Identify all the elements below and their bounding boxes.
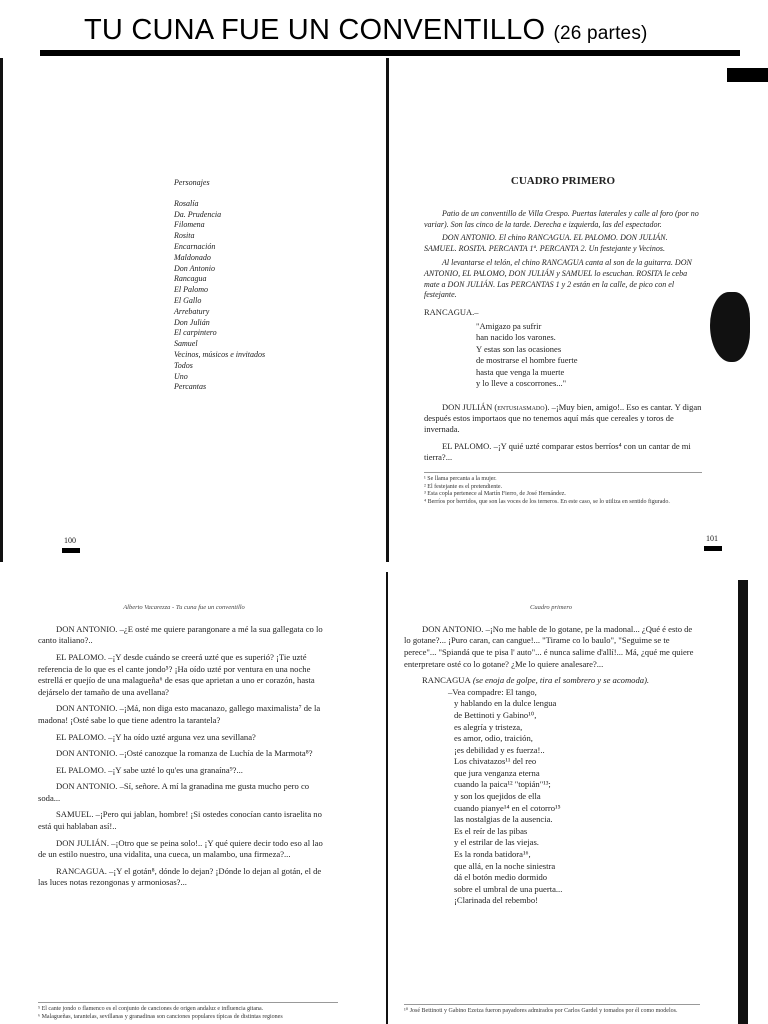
verse-line: ¡es debilidad y es fuerza!.. [454,744,545,755]
stage-direction: Al levantarse el telón, el chino RANCAGUA canta al son de la guitarra. DON ANTONIO, EL PALOMO, DON JULIÁN y SAMUEL lo escuchan. ROSITA le ceba mate a DON JULIÁN. Las PERCANTAS 1 y 2 están en la calle, de pico con el festejante. [424,258,692,300]
character-item: Vecinos, músicos e invitados [174,349,266,359]
character-item: Arrebatury [174,306,210,316]
dialogue [38,652,330,698]
page-101 [424,174,702,507]
page-103 [404,604,698,907]
footnote: ⁶ Malagueñas, tarantelas, sevillanas y granadinas son canciones populares típicas de distintas regiones [38,1013,283,1020]
character-item: Samuel [174,339,198,349]
character-item: El Gallo [174,295,202,305]
character-item: Uno [174,371,188,381]
dialogue [404,624,698,670]
page-marker [62,548,80,553]
speaker-name: RANCAGUA.– [424,307,479,318]
verse-line: ¡Clarinada del rebembo! [454,895,538,906]
footnotes [38,1002,338,1022]
dialogue [38,624,330,647]
verse-line: cuando pianye¹⁴ en el cotorro¹⁵ [454,802,561,813]
speech-text: –¡No me hable de lo gotane, pe la madonal... ¿Qué é esto de lo gotane?... ¡Puro caran, can cangue!... "Tirame co lo baulo", "Seguime se te perece"... "Spiandá que te pisa l' auto"... é nunca salime d'allí!... Má, ¿qué me quiere enterpretare osté co lo gotane? ¿Me lo quiere analesare?... [404,623,694,669]
characters-list [174,178,314,393]
page-number: 100 [64,536,76,545]
verse-line: sobre el umbral de una puerta... [454,883,563,894]
verse-line: Es la ronda batidora¹⁶, [454,849,531,860]
footnote: ¹⁰ José Bettinoti y Gabino Ezeiza fueron payadores admirados por Carlos Gardel y tomados por él como modelos. [404,1004,700,1016]
character-item: Don Antonio [174,263,215,273]
page-102 [38,604,330,894]
verse-line: hasta que venga la muerte [476,366,565,377]
footnote: ⁴ Berríos por berridos, que son las voces de los terneros. En este caso, se lo utiliza en sentido figurado. [424,499,670,506]
verse-line: las nostalgias de la ausencia. [454,814,553,825]
page-number: 101 [706,534,718,543]
speech-text: –Sí, señore. A mí la granadina me gusta mucho pero co soda... [38,781,310,803]
verse-line: Los chivatazos¹¹ del reo [454,756,537,767]
speech-text: –¿E osté me quiere parangonare a mé la sua gallegata co lo canto italiano?.. [38,623,323,646]
verse-line: Y estas son las ocasiones [476,343,562,354]
verse-line: es amor, odio, traición, [454,733,533,744]
speech-text: –¡Má, non diga esto macanazo, gallego maximalista⁷ de la madona! ¡Osté sabe lo que tiene adentro la tarantela? [38,703,321,725]
verse-line: es alegría y tristeza, [454,721,523,732]
character-item: Maldonado [174,252,211,262]
speaker-name: EL PALOMO. [56,651,106,662]
verse-line: "Amigazo pa sufrir [476,320,542,331]
spine-divider [386,58,389,562]
scan-shadow [710,292,750,362]
spine-divider [386,572,388,1024]
dialogue [38,748,330,760]
speaker-name: DON JULIÁN. [56,837,109,848]
character-item: Todos [174,360,193,370]
characters-heading: Personajes [174,178,210,187]
verse-line: cuando la paica¹² "topián"¹³; [454,779,551,790]
speaker-name: RANCAGUA. [56,865,107,876]
scan-left-edge [0,58,3,562]
verse-line: de mostrarse el hombre fuerte [476,355,578,366]
verse-line: –Vea compadre: El tango, [448,686,537,697]
speech-text: –¡Y ha oído uzté arguna vez una sevillana? [108,731,256,742]
speaker-name: RANCAGUA [422,675,471,686]
subtitle-text: (26 partes) [553,23,648,44]
song-verse [476,321,702,390]
speech-text: –¡Otro que se peina solo!.. ¡Y qué quiere decir todo eso al lao de un estilo nuestro, una vidalita, una cueca, un malambo, una firmeza?... [38,837,323,860]
corner-bar-right [727,68,768,82]
speaker-name: DON JULIÁN (entusiasmado). [442,401,550,412]
speaker-name: DON ANTONIO. [56,623,118,634]
speech-text: –¡Y desde cuándo se creerá uzté que es superió? ¡Tie uzté referencia de lo que es el cante jondo⁵? ¡Ha oído uzté por ventura en una noche estrellá er quejío de una malagueña⁶ de esas que aprietan a uno er corazón, hasta dejárselo der tamaño de una avellana? [38,651,315,697]
footnote: ³ Esta copla pertenece al Martín Fierro, de José Hernández. [424,491,566,498]
verse-line: de Bettinoti y Gabino¹⁰, [454,709,537,720]
character-item: Encarnación [174,241,216,251]
verse-line: y hablando en la dulce lengua [454,698,557,709]
scene-title: CUADRO PRIMERO [510,175,616,187]
character-item: Rosita [174,231,195,241]
speech-text: –¡Y quié uzté comparar estos berríos⁴ con un cantar de mi tierra?... [424,440,691,463]
dialogue [424,402,702,436]
character-item: Percantas [174,382,207,392]
scan-top [0,58,768,562]
speaker-name: DON ANTONIO. [56,748,118,759]
footnotes [424,472,702,507]
footnote: ¹ Se llama percanta a la mujer. [424,475,497,482]
speech-text: –¡Y el gotán⁸, dónde lo dejan? ¡Dónde lo dejan al gotán, el de las luces notas rezongonas y armoniosas?... [38,865,322,888]
speaker-name: DON ANTONIO. [56,703,118,714]
speech-text: –¡Pero qui jablan, hombre! ¡Si ostedes conocían canto israelita no está qui hablaban así!.. [38,809,322,832]
stage-direction: Patio de un conventillo de Villa Crespo. Puertas laterales y calle al foro (por no variar). Son las cinco de la tarde. Derecha e izquierda, las del espectador. [424,208,699,229]
scan-right-edge [738,580,748,1024]
verse-line: que allá, en la noche siniestra [454,860,556,871]
speaker-name: DON ANTONIO. [56,781,118,792]
speech-text: –¡Osté canozque la romanza de Luchía de la Marmota⁸? [119,748,313,759]
speech-text: –¡Y sabe uzté lo qu'es una granaína⁹?... [108,764,243,775]
dialogue [38,838,330,861]
speech-text: –¡Muy bien, amigo!.. Eso es cantar. Y digan después estos importaos que no tenemos aquí más que cereales y toros de invernada. [424,401,702,435]
dialogue [38,703,330,726]
dialogue [38,866,330,889]
header-rule [40,50,740,56]
scan-bottom [0,572,768,1024]
verse-line: y el estrilar de las viejas. [454,837,539,848]
character-item: Da. Prudencia [174,209,222,219]
character-item: El Palomo [174,285,208,295]
dialogue [38,765,330,777]
verse-line: dá el botón medio dormido [454,872,548,883]
speaker-name: SAMUEL. [56,809,94,820]
verse-line: Es el reír de las pibas [454,825,528,836]
speaker-name: EL PALOMO. [442,440,492,451]
title-text: TU CUNA FUE UN CONVENTILLO [84,14,546,46]
dialogue [38,732,330,744]
character-item: Don Julián [174,317,210,327]
footnote: ⁵ El cante jondo o flamenco es el conjunto de canciones de origen andaluz e influencia gitana. [38,1006,264,1012]
dialogue [38,809,330,832]
dialogue [424,441,702,464]
stage-direction: DON ANTONIO. El chino RANCAGUA. EL PALOMO. DON JULIÁN. SAMUEL. ROSITA. PERCANTA 1ª. PERCANTA 2. Un festejante y Vecinos. [424,233,668,254]
character-item: Filomena [174,220,205,230]
verse-line: y son los quejidos de ella [454,791,541,802]
dialogue [404,675,698,687]
document-title [84,14,648,47]
speaker-name: DON ANTONIO. [422,623,484,634]
speaker-name: EL PALOMO. [56,764,106,775]
running-head: Alberto Vacarezza - Tu cuna fue un conventillo [123,604,245,611]
character-item: Rancagua [174,274,207,284]
stage-direction: (se enoja de golpe, tira el sombrero y se acomoda). [472,675,650,686]
running-head: Cuadro primero [530,604,572,611]
page-marker [704,546,722,551]
footnote: ² El festejante es el pretendiente. [424,483,503,490]
banner-header [0,0,768,54]
verse-line: y lo lleve a coscorrones..." [476,378,567,389]
tango-verse [448,687,698,907]
verse-line: han nacido los varones. [476,332,556,343]
dialogue [38,781,330,804]
character-item: El carpintero [174,328,217,338]
speaker-name: EL PALOMO. [56,731,106,742]
verse-line: que jura venganza eterna [454,767,540,778]
character-item: Rosalía [174,198,199,208]
